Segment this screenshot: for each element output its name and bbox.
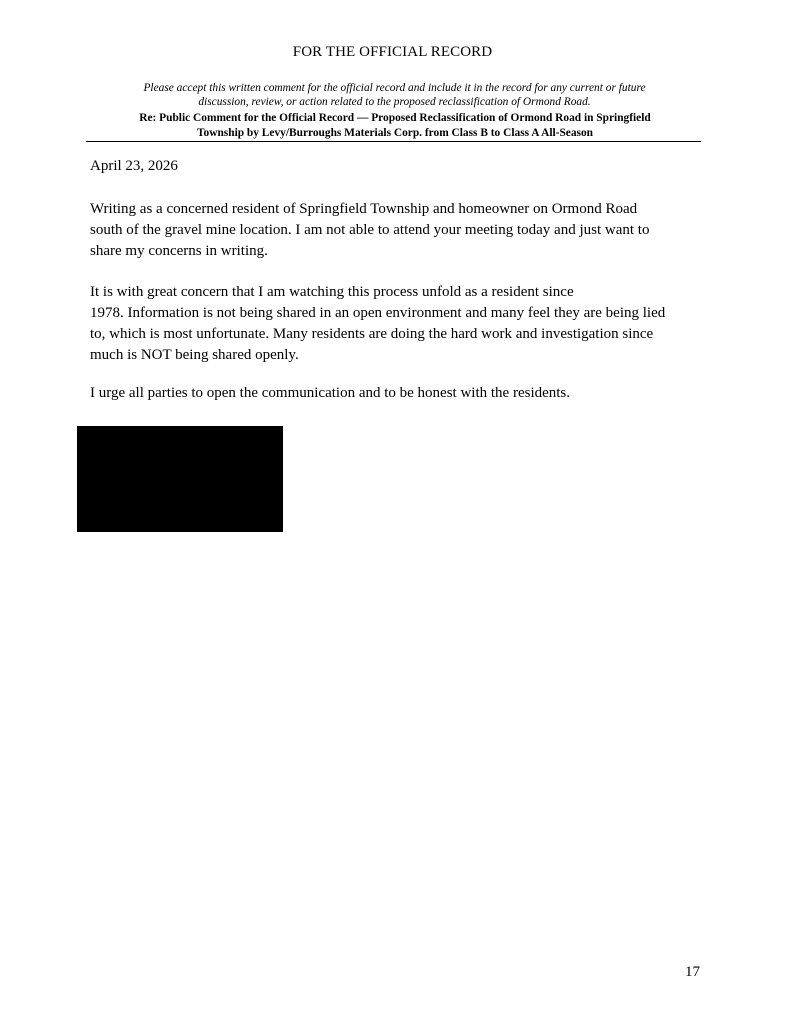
paragraph-line: Writing as a concerned resident of Springfield Township and homeowner on Ormond Road: [90, 201, 638, 217]
paragraph-line: much is NOT being shared openly.: [90, 347, 299, 363]
record-header-title: FOR THE OFFICIAL RECORD: [292, 44, 493, 60]
paragraph-line: south of the gravel mine location. I am not able to attend your meeting today and just want to: [90, 222, 650, 238]
header-divider: [86, 141, 701, 142]
subject-line-text: Township by Levy/Burroughs Materials Corp. from Class B to Class A All-Season: [197, 127, 593, 139]
letter-date: April 23, 2026: [90, 158, 178, 174]
note-line: Please accept this written comment for the official record and include it in the record for any current or future: [143, 82, 646, 94]
note-line: discussion, review, or action related to the proposed reclassification of Ormond Road.: [198, 96, 591, 108]
paragraph-line: I urge all parties to open the communication and to be honest with the residents.: [90, 385, 571, 401]
paragraph-line: 1978. Information is not being shared in an open environment and many feel they are being lied: [90, 305, 666, 321]
body-paragraph: [90, 282, 702, 366]
redacted-signature-block: [77, 426, 283, 532]
paragraph-line: to, which is most unfortunate. Many residents are doing the hard work and investigation since: [90, 326, 654, 342]
body-paragraph: [90, 383, 702, 404]
body-paragraph: [90, 199, 702, 262]
record-request-note: [96, 81, 693, 109]
page-number: 17: [685, 964, 700, 980]
subject-line: [90, 111, 700, 141]
subject-line-text: Re: Public Comment for the Official Record — Proposed Reclassification of Ormond Road in Springfield: [139, 112, 651, 124]
paragraph-line: share my concerns in writing.: [90, 243, 268, 259]
paragraph-line: It is with great concern that I am watching this process unfold as a resident since: [90, 284, 574, 300]
